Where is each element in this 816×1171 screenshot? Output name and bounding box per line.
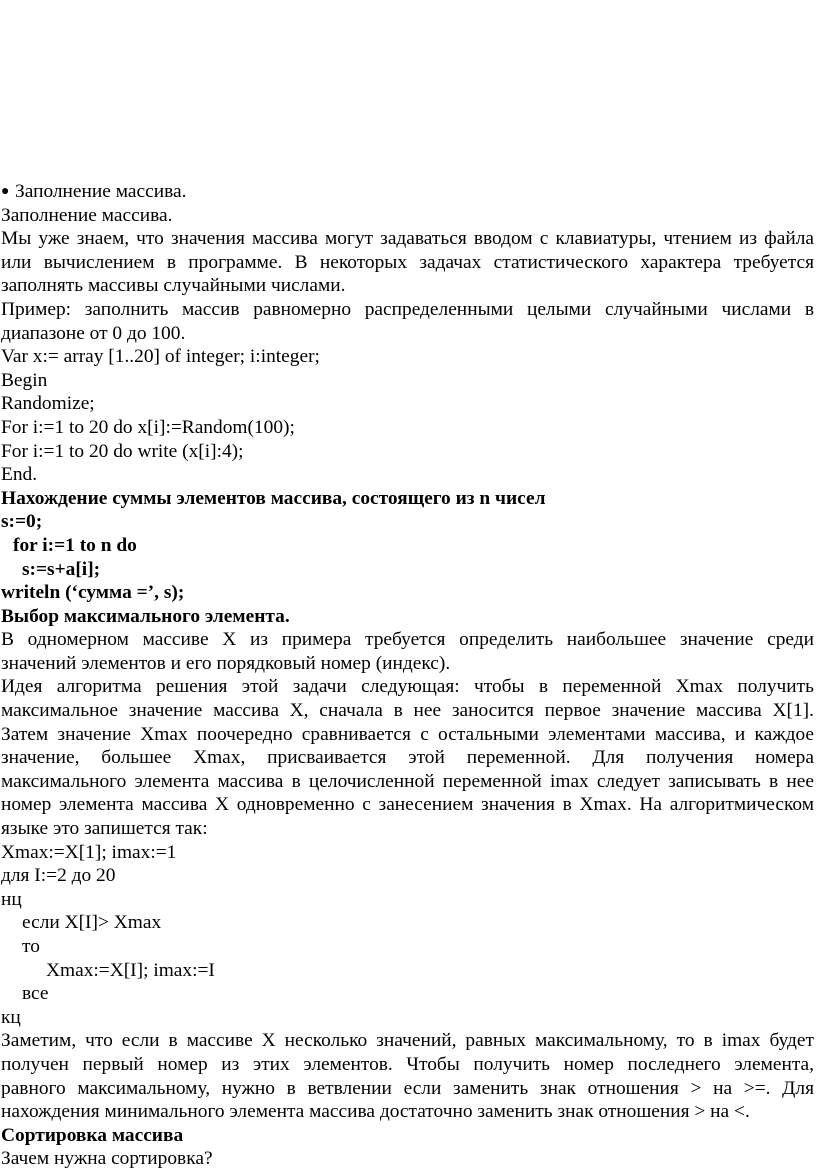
paragraph-line: Идея алгоритма решения этой задачи следующая: чтобы в переменной Xmax получить	[1, 676, 814, 698]
code-line: Randomize;	[1, 393, 95, 415]
paragraph-line: языке это запишется так:	[1, 818, 208, 840]
code-line: For i:=1 to 20 do write (x[i]:4);	[1, 440, 244, 462]
paragraph-line: диапазоне от 0 до 100.	[1, 322, 186, 344]
code-line: Begin	[1, 369, 48, 391]
paragraph-line: значений элементов и его порядковый номер (индекс).	[1, 652, 451, 674]
code-line: нц	[1, 888, 22, 910]
code-line: Var x:= array [1..20] of integer; i:integer;	[1, 346, 320, 368]
section-heading-sort: Сортировка массива	[1, 1124, 184, 1146]
code-line: End.	[1, 464, 38, 486]
paragraph-line: нахождения минимального элемента массива достаточно заменить знак отношения > на <.	[1, 1101, 750, 1123]
question-line: Зачем нужна сортировка?	[1, 1148, 213, 1170]
paragraph-line: Заметим, что если в массиве X несколько значений, равных максимальному, то в imax будет	[1, 1030, 814, 1052]
bullet-item: ● Заполнение массива.	[1, 181, 187, 202]
code-line: s:=s+a[i];	[22, 558, 101, 580]
paragraph-line: номер элемента массива X одновременно с занесением значения в Xmax. На алгоритмическом	[1, 794, 814, 816]
section-heading-sum: Нахождение суммы элементов массива, состоящего из n чисел	[1, 487, 546, 509]
paragraph-line: получен первый номер из этих элементов. Чтобы получить номер последнего элемента,	[1, 1053, 814, 1075]
document-page	[0, 180, 816, 1171]
paragraph-line: максимальное значение массива X, сначала в нее заносится первое значение массива X[1].	[1, 700, 814, 722]
code-line: writeln (‘сумма =’, s);	[1, 582, 185, 604]
paragraph-line: Затем значение Xmax поочередно сравнивается с остальными элементами массива, и каждое	[1, 723, 814, 745]
paragraph-line: или вычислением в программе. В некоторых задачах статистического характера требуется	[1, 251, 814, 273]
code-line: кц	[1, 1006, 21, 1028]
code-line: то	[22, 936, 40, 957]
code-line: s:=0;	[1, 511, 43, 533]
code-line: Xmax:=X[1]; imax:=1	[1, 841, 177, 863]
code-line: все	[22, 983, 49, 1005]
paragraph-line: Пример: заполнить массив равномерно распределенными целыми случайными числами в	[1, 298, 814, 320]
code-line: Xmax:=X[I]; imax:=I	[46, 959, 215, 981]
paragraph-line: Мы уже знаем, что значения массива могут задаваться вводом с клавиатуры, чтением из файла	[1, 228, 814, 250]
paragraph-line: В одномерном массиве X из примера требуется определить наибольшее значение среди	[1, 629, 814, 651]
section-heading-fill: Заполнение массива.	[1, 204, 173, 226]
paragraph-line: равного максимальному, нужно в ветвлении если заменить знак отношения > на >=. Для	[1, 1077, 814, 1099]
code-line: если X[I]> Xmax	[22, 912, 162, 934]
code-line: для I:=2 до 20	[1, 865, 116, 887]
section-heading-max: Выбор максимального элемента.	[1, 605, 290, 627]
code-line: for i:=1 to n do	[13, 534, 137, 556]
paragraph-line: максимального элемента массива в целочисленной переменной imax следует записывать в нее	[1, 770, 814, 792]
paragraph-line: заполнять массивы случайными числами.	[1, 275, 346, 297]
code-line: For i:=1 to 20 do x[i]:=Random(100);	[1, 416, 295, 438]
paragraph-line: значение, большее Xmax, присваивается этой переменной. Для получения номера	[1, 747, 814, 769]
bullet-icon: ●	[1, 184, 10, 199]
